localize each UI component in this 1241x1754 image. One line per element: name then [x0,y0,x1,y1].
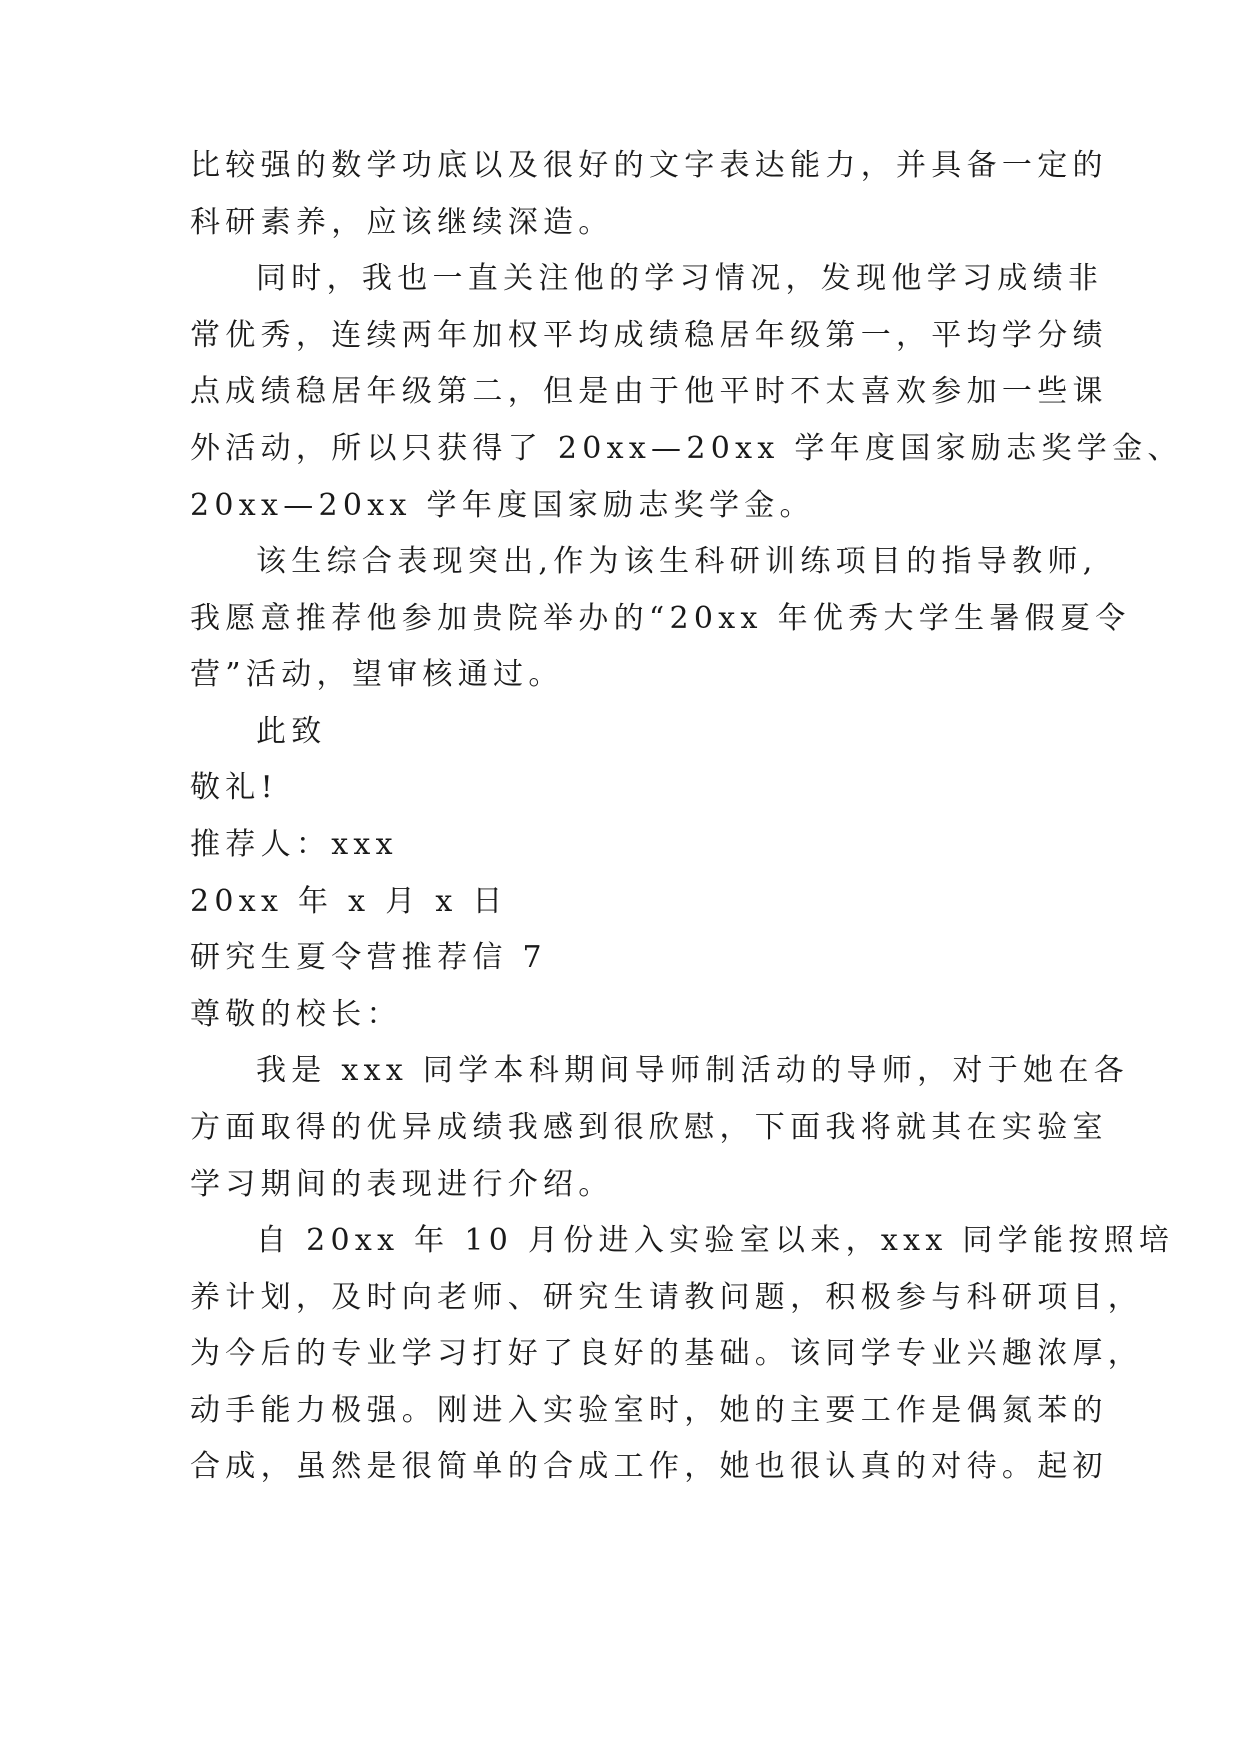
section-title: 研究生夏令营推荐信 7 [190,940,547,975]
text-line: 方面取得的优异成绩我感到很欣慰，下面我将就其在实验室 [190,1110,1108,1145]
text-line: 外活动，所以只获得了 20xx—20xx 学年度国家励志奖学金、 [190,431,1183,466]
text-line: 同时，我也一直关注他的学习情况，发现他学习成绩非 [256,261,1104,296]
text-line: 敬礼! [190,770,278,805]
text-line: 推荐人：xxx [190,827,398,862]
text-line: 动手能力极强。刚进入实验室时，她的主要工作是偶氮苯的 [190,1393,1108,1428]
text-line: 该生综合表现突出,作为该生科研训练项目的指导教师, [256,544,1098,579]
text-line: 点成绩稳居年级第二，但是由于他平时不太喜欢参加一些课 [190,374,1108,409]
text-line: 我愿意推荐他参加贵院举办的“20xx 年优秀大学生暑假夏令 [190,601,1131,636]
text-line: 为今后的专业学习打好了良好的基础。该同学专业兴趣浓厚， [190,1336,1144,1371]
text-line: 此致 [256,714,327,749]
text-line: 合成，虽然是很简单的合成工作，她也很认真的对待。起初 [190,1449,1108,1484]
text-line: 我是 xxx 同学本科期间导师制活动的导师，对于她在各 [256,1053,1129,1088]
text-line: 20xx—20xx 学年度国家励志奖学金。 [190,488,815,523]
text-line: 尊敬的校长： [190,997,402,1032]
text-line: 学习期间的表现进行介绍。 [190,1167,614,1202]
text-line: 科研素养，应该继续深造。 [190,205,614,240]
text-line: 20xx 年 x 月 x 日 [190,884,508,919]
text-line: 营”活动，望审核通过。 [190,657,564,692]
text-line: 常优秀，连续两年加权平均成绩稳居年级第一，平均学分绩 [190,318,1108,353]
text-line: 养计划，及时向老师、研究生请教问题，积极参与科研项目， [190,1280,1144,1315]
text-line: 自 20xx 年 10 月份进入实验室以来，xxx 同学能按照培 [256,1223,1175,1258]
text-line: 比较强的数学功底以及很好的文字表达能力，并具备一定的 [190,148,1108,183]
